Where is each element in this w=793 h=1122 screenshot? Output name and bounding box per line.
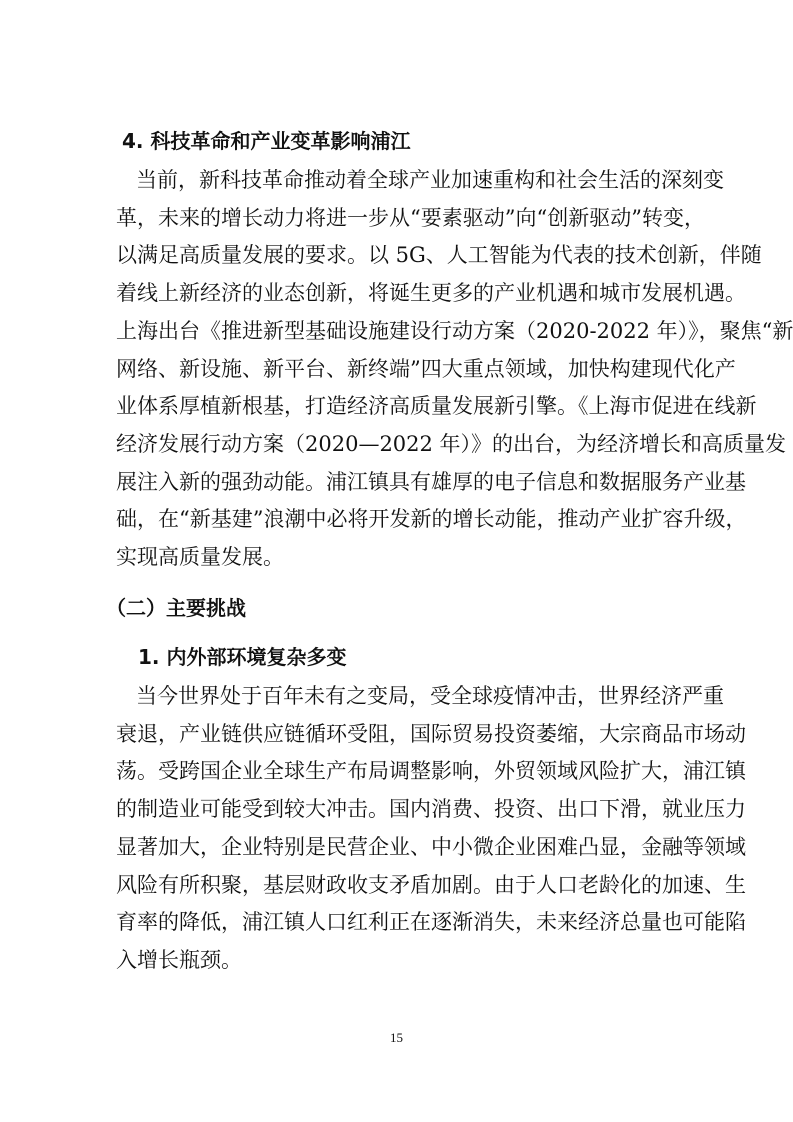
paragraph-line: 实现高质量发展。 xyxy=(116,545,284,570)
paragraph-line: 展注入新的强劲动能。浦江镇具有雄厚的电子信息和数据服务产业基 xyxy=(116,469,746,494)
paragraph-line: 育率的降低，浦江镇人口红利正在逐渐消失，未来经济总量也可能陷 xyxy=(116,910,746,935)
paragraph-line: 荡。受跨国企业全球生产布局调整影响，外贸领域风险扩大，浦江镇 xyxy=(116,759,746,784)
section-heading-environment: 1. 内外部环境复杂多变 xyxy=(138,645,347,669)
page-number: 15 xyxy=(390,1030,403,1045)
paragraph-line: 当今世界处于百年未有之变局，受全球疫情冲击，世界经济严重 xyxy=(136,684,724,708)
paragraph-line: 衰退，产业链供应链循环受阻，国际贸易投资萎缩，大宗商品市场动 xyxy=(116,721,746,746)
paragraph-line: 的制造业可能受到较大冲击。国内消费、投资、出口下滑，就业压力 xyxy=(116,797,746,822)
paragraph-line: 础，在“新基建”浪潮中必将开发新的增长动能，推动产业扩容升级， xyxy=(116,507,747,532)
paragraph-line: 经济发展行动方案（2020—2022 年）》的出台，为经济增长和高质量发 xyxy=(116,431,787,456)
section-heading-tech-revolution: 4. 科技革命和产业变革影响浦江 xyxy=(122,129,411,153)
paragraph-line: 当前，新科技革命推动着全球产业加速重构和社会生活的深刻变 xyxy=(136,168,724,192)
paragraph-environment xyxy=(116,678,746,980)
paragraph-line: 业体系厚植新根基，打造经济高质量发展新引擎。《上海市促进在线新 xyxy=(116,394,757,419)
paragraph-line: 上海出台《推进新型基础设施建设行动方案（2020-2022 年）》，聚焦“新 xyxy=(116,318,793,343)
paragraph-line: 着线上新经济的业态创新，将诞生更多的产业机遇和城市发展机遇。 xyxy=(116,281,746,306)
paragraph-line: 以满足高质量发展的要求。以 5G、人工智能为代表的技术创新，伴随 xyxy=(116,243,762,268)
paragraph-line: 革，未来的增长动力将进一步从“要素驱动”向“创新驱动”转变， xyxy=(116,205,705,230)
paragraph-line: 网络、新设施、新平台、新终端”四大重点领域，加快构建现代化产 xyxy=(116,356,736,381)
paragraph-line: 入增长瓶颈。 xyxy=(116,947,242,972)
paragraph-line: 显著加大，企业特别是民营企业、中小微企业困难凸显，金融等领域 xyxy=(116,834,746,859)
section-heading-main-challenges: （二）主要挑战 xyxy=(106,596,246,620)
paragraph-tech-revolution xyxy=(116,162,793,577)
paragraph-line: 风险有所积聚，基层财政收支矛盾加剧。由于人口老龄化的加速、生 xyxy=(116,872,746,897)
